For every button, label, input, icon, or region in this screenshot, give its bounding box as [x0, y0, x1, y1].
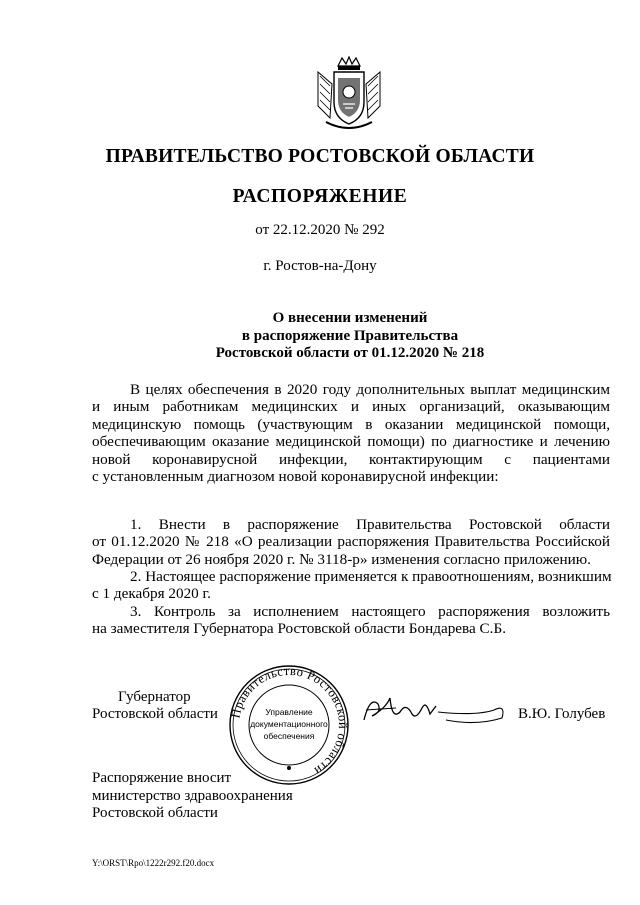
item-2-paragraph — [92, 568, 610, 603]
stamp-inner-line: обеспечения — [263, 731, 315, 741]
government-title: ПРАВИТЕЛЬСТВО РОСТОВСКОЙ ОБЛАСТИ — [105, 146, 535, 167]
subject-line: Ростовской области от 01.12.2020 № 218 — [215, 345, 485, 361]
document-subject — [0, 310, 640, 363]
stamp-inner-line: Управление — [265, 707, 313, 717]
signer-title-line1: Губернатор — [118, 689, 191, 705]
text-line: обеспечивающим оказание медицинской помощи) по диагностике и лечению — [92, 433, 610, 451]
submitted-by-line: министерство здравоохранения — [92, 787, 293, 804]
signer-title-line2: Ростовской области — [92, 706, 218, 722]
text-line: от 01.12.2020 № 218 «О реализации распоряжения Правительства Российской — [92, 533, 610, 551]
text-line: с 1 декабря 2020 г. — [92, 585, 211, 603]
document-city: г. Ростов-на-Дону — [263, 258, 377, 274]
item-3-paragraph — [92, 603, 610, 638]
submitted-by-block — [92, 770, 293, 823]
text-line: и иным работникам медицинских и иных организаций, оказывающим — [92, 398, 610, 416]
text-line: 1. Внести в распоряжение Правительства Ростовской области — [130, 516, 610, 533]
handwritten-signature-icon — [356, 690, 516, 730]
text-line: Федерации от 26 ноября 2020 г. № 3118-р» изменения согласно приложению. — [92, 550, 591, 568]
file-path-footer: Y:\ORST\Rpo\1222r292.f20.docx — [92, 858, 215, 868]
item-1-paragraph — [92, 516, 610, 568]
round-seal-icon — [228, 664, 350, 786]
text-line: с установленным диагнозом новой коронавирусной инфекции: — [92, 467, 499, 485]
coat-of-arms-icon — [314, 56, 384, 132]
text-line: на заместителя Губернатора Ростовской области Бондарева С.Б. — [92, 620, 506, 638]
subject-line: О внесении изменений — [272, 310, 428, 326]
stamp-inner-line: документационного — [250, 719, 328, 729]
document-date-number: от 22.12.2020 № 292 — [255, 222, 385, 238]
text-line: новой коронавирусной инфекции, контактирующим с пациентами — [92, 450, 610, 468]
submitted-by-line: Распоряжение вносит — [92, 770, 232, 786]
preamble-paragraph — [92, 381, 610, 485]
subject-line: в распоряжение Правительства — [241, 327, 459, 344]
text-line: В целях обеспечения в 2020 году дополнительных выплат медицинским — [130, 381, 610, 398]
text-line: медицинскую помощь (участвующим в оказании медицинской помощи, — [92, 415, 610, 433]
signer-name: В.Ю. Голубев — [518, 706, 606, 722]
submitted-by-line: Ростовской области — [92, 805, 218, 821]
stamp-outer-text: Правительство Ростовской области — [228, 664, 350, 779]
text-line: 3. Контроль за исполнением настоящего распоряжения возложить — [130, 603, 610, 620]
document-type: РАСПОРЯЖЕНИЕ — [232, 186, 408, 207]
text-line: 2. Настоящее распоряжение применяется к правоотношениям, возникшим — [130, 568, 612, 585]
